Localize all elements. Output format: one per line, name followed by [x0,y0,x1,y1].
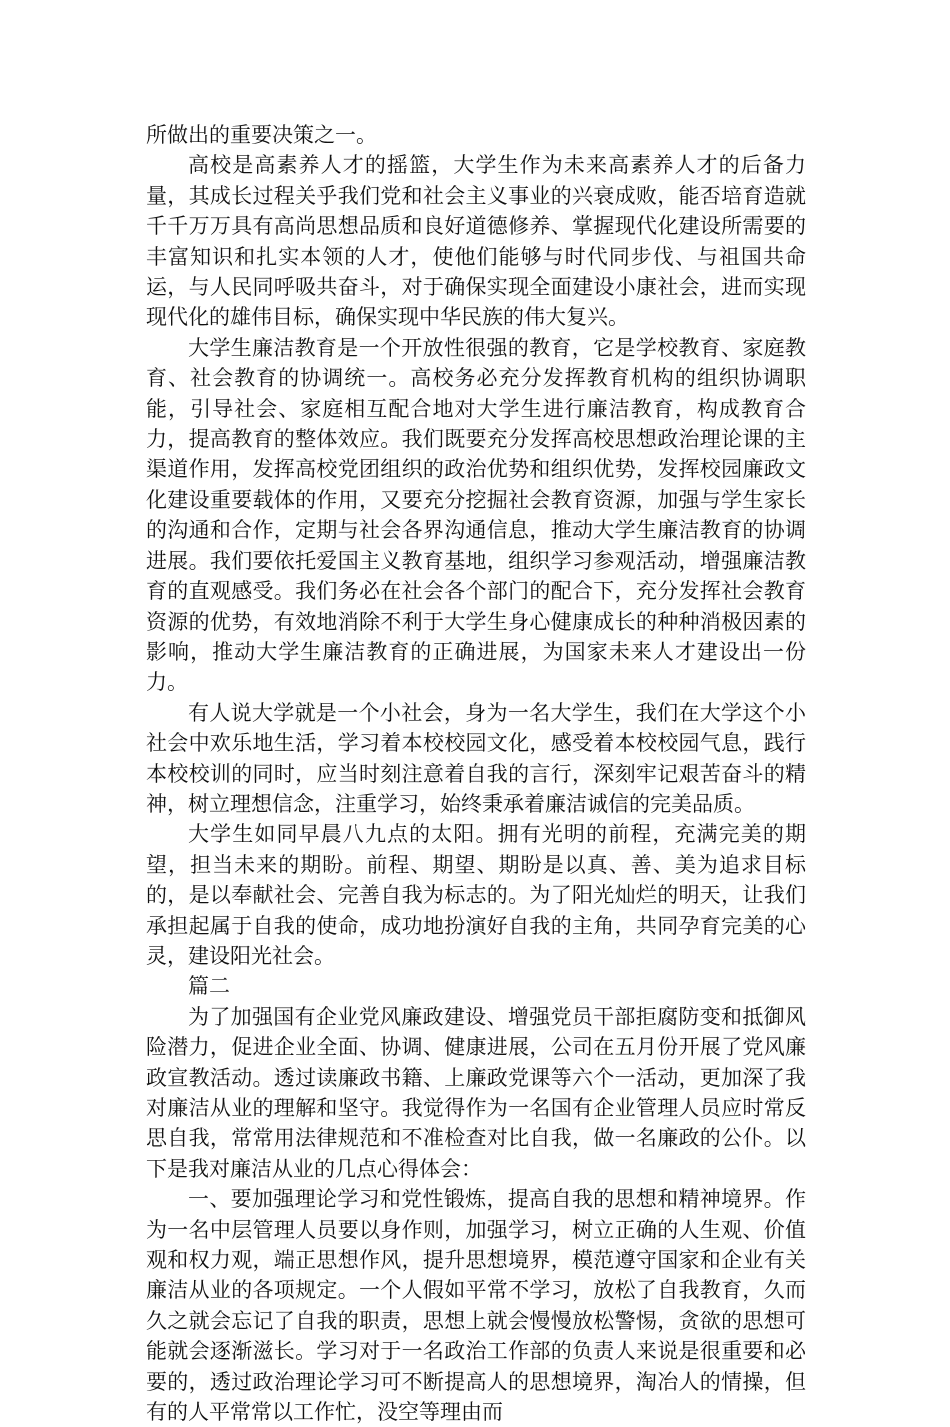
paragraph-7: 一、要加强理论学习和党性锻炼，提高自我的思想和精神境界。作为一名中层管理人员要以身作则，加强学习，树立正确的人生观、价值观和权力观，端正思想作风，提升思想境界，模范遵守国家和企业有关廉洁从业的各项规定。一个人假如平常不学习，放松了自我教育，久而久之就会忘记了自我的职责，思想上就会慢慢放松警惕，贪欲的思想可能就会逐渐滋长。学习对于一名政治工作部的负责人来说是很重要和必要的，透过政治理论学习可不断提高人的思想境界，淘冶人的情操，但有的人平常常以工作忙，没空等理由而 [146,1187,806,1425]
paragraph-2: 高校是高素养人才的摇篮，大学生作为未来高素养人才的后备力量，其成长过程关乎我们党和社会主义事业的兴衰成败，能否培育造就千千万万具有高尚思想品质和良好道德修养、掌握现代化建设所需要的丰富知识和扎实本领的人才，使他们能够与时代同步伐、与祖国共命运，与人民同呼吸共奋斗，对于确保实现全面建设小康社会，进而实现现代化的雄伟目标，确保实现中华民族的伟大复兴。 [146,153,806,330]
document-body [146,120,806,1427]
paragraph-6: 为了加强国有企业党风廉政建设、增强党员干部拒腐防变和抵御风险潜力，促进企业全面、协调、健康进展，公司在五月份开展了党风廉政宣教活动。透过读廉政书籍、上廉政党课等六个一活动，更加深了我对廉洁从业的理解和坚守。我觉得作为一名国有企业管理人员应时常反思自我，常常用法律规范和不准检查对比自我，做一名廉政的公仆。以下是我对廉洁从业的几点心得体会： [146,1004,806,1181]
section-heading: 篇二 [188,974,230,999]
paragraph-4: 有人说大学就是一个小社会，身为一名大学生，我们在大学这个小社会中欢乐地生活，学习着本校校园文化，感受着本校校园气息，践行本校校训的同时，应当时刻注意着自我的言行，深刻牢记艰苦奋斗的精神，树立理想信念，注重学习，始终秉承着廉洁诚信的完美品质。 [146,700,806,816]
paragraph-1: 所做出的重要决策之一。 [146,123,377,147]
paragraph-3: 大学生廉洁教育是一个开放性很强的教育，它是学校教育、家庭教育、社会教育的协调统一。高校务必充分发挥教育机构的组织协调职能，引导社会、家庭相互配合地对大学生进行廉洁教育，构成教育合力，提高教育的整体效应。我们既要充分发挥高校思想政治理论课的主渠道作用，发挥高校党团组织的政治优势和组织优势，发挥校园廉政文化建设重要载体的作用，又要充分挖掘社会教育资源，加强与学生家长的沟通和合作，定期与社会各界沟通信息，推动大学生廉洁教育的协调进展。我们要依托爱国主义教育基地，组织学习参观活动，增强廉洁教育的直观感受。我们务必在社会各个部门的配合下，充分发挥社会教育资源的优势，有效地消除不利于大学生身心健康成长的种种消极因素的影响，推动大学生廉洁教育的正确进展，为国家未来人才建设出一份力。 [146,335,806,695]
paragraph-5: 大学生如同早晨八九点的太阳。拥有光明的前程，充满完美的期望，担当未来的期盼。前程、期望、期盼是以真、善、美为追求目标的，是以奉献社会、完善自我为标志的。为了阳光灿烂的明天，让我们承担起属于自我的使命，成功地扮演好自我的主角，共同孕育完美的心灵，建设阳光社会。 [146,822,806,968]
